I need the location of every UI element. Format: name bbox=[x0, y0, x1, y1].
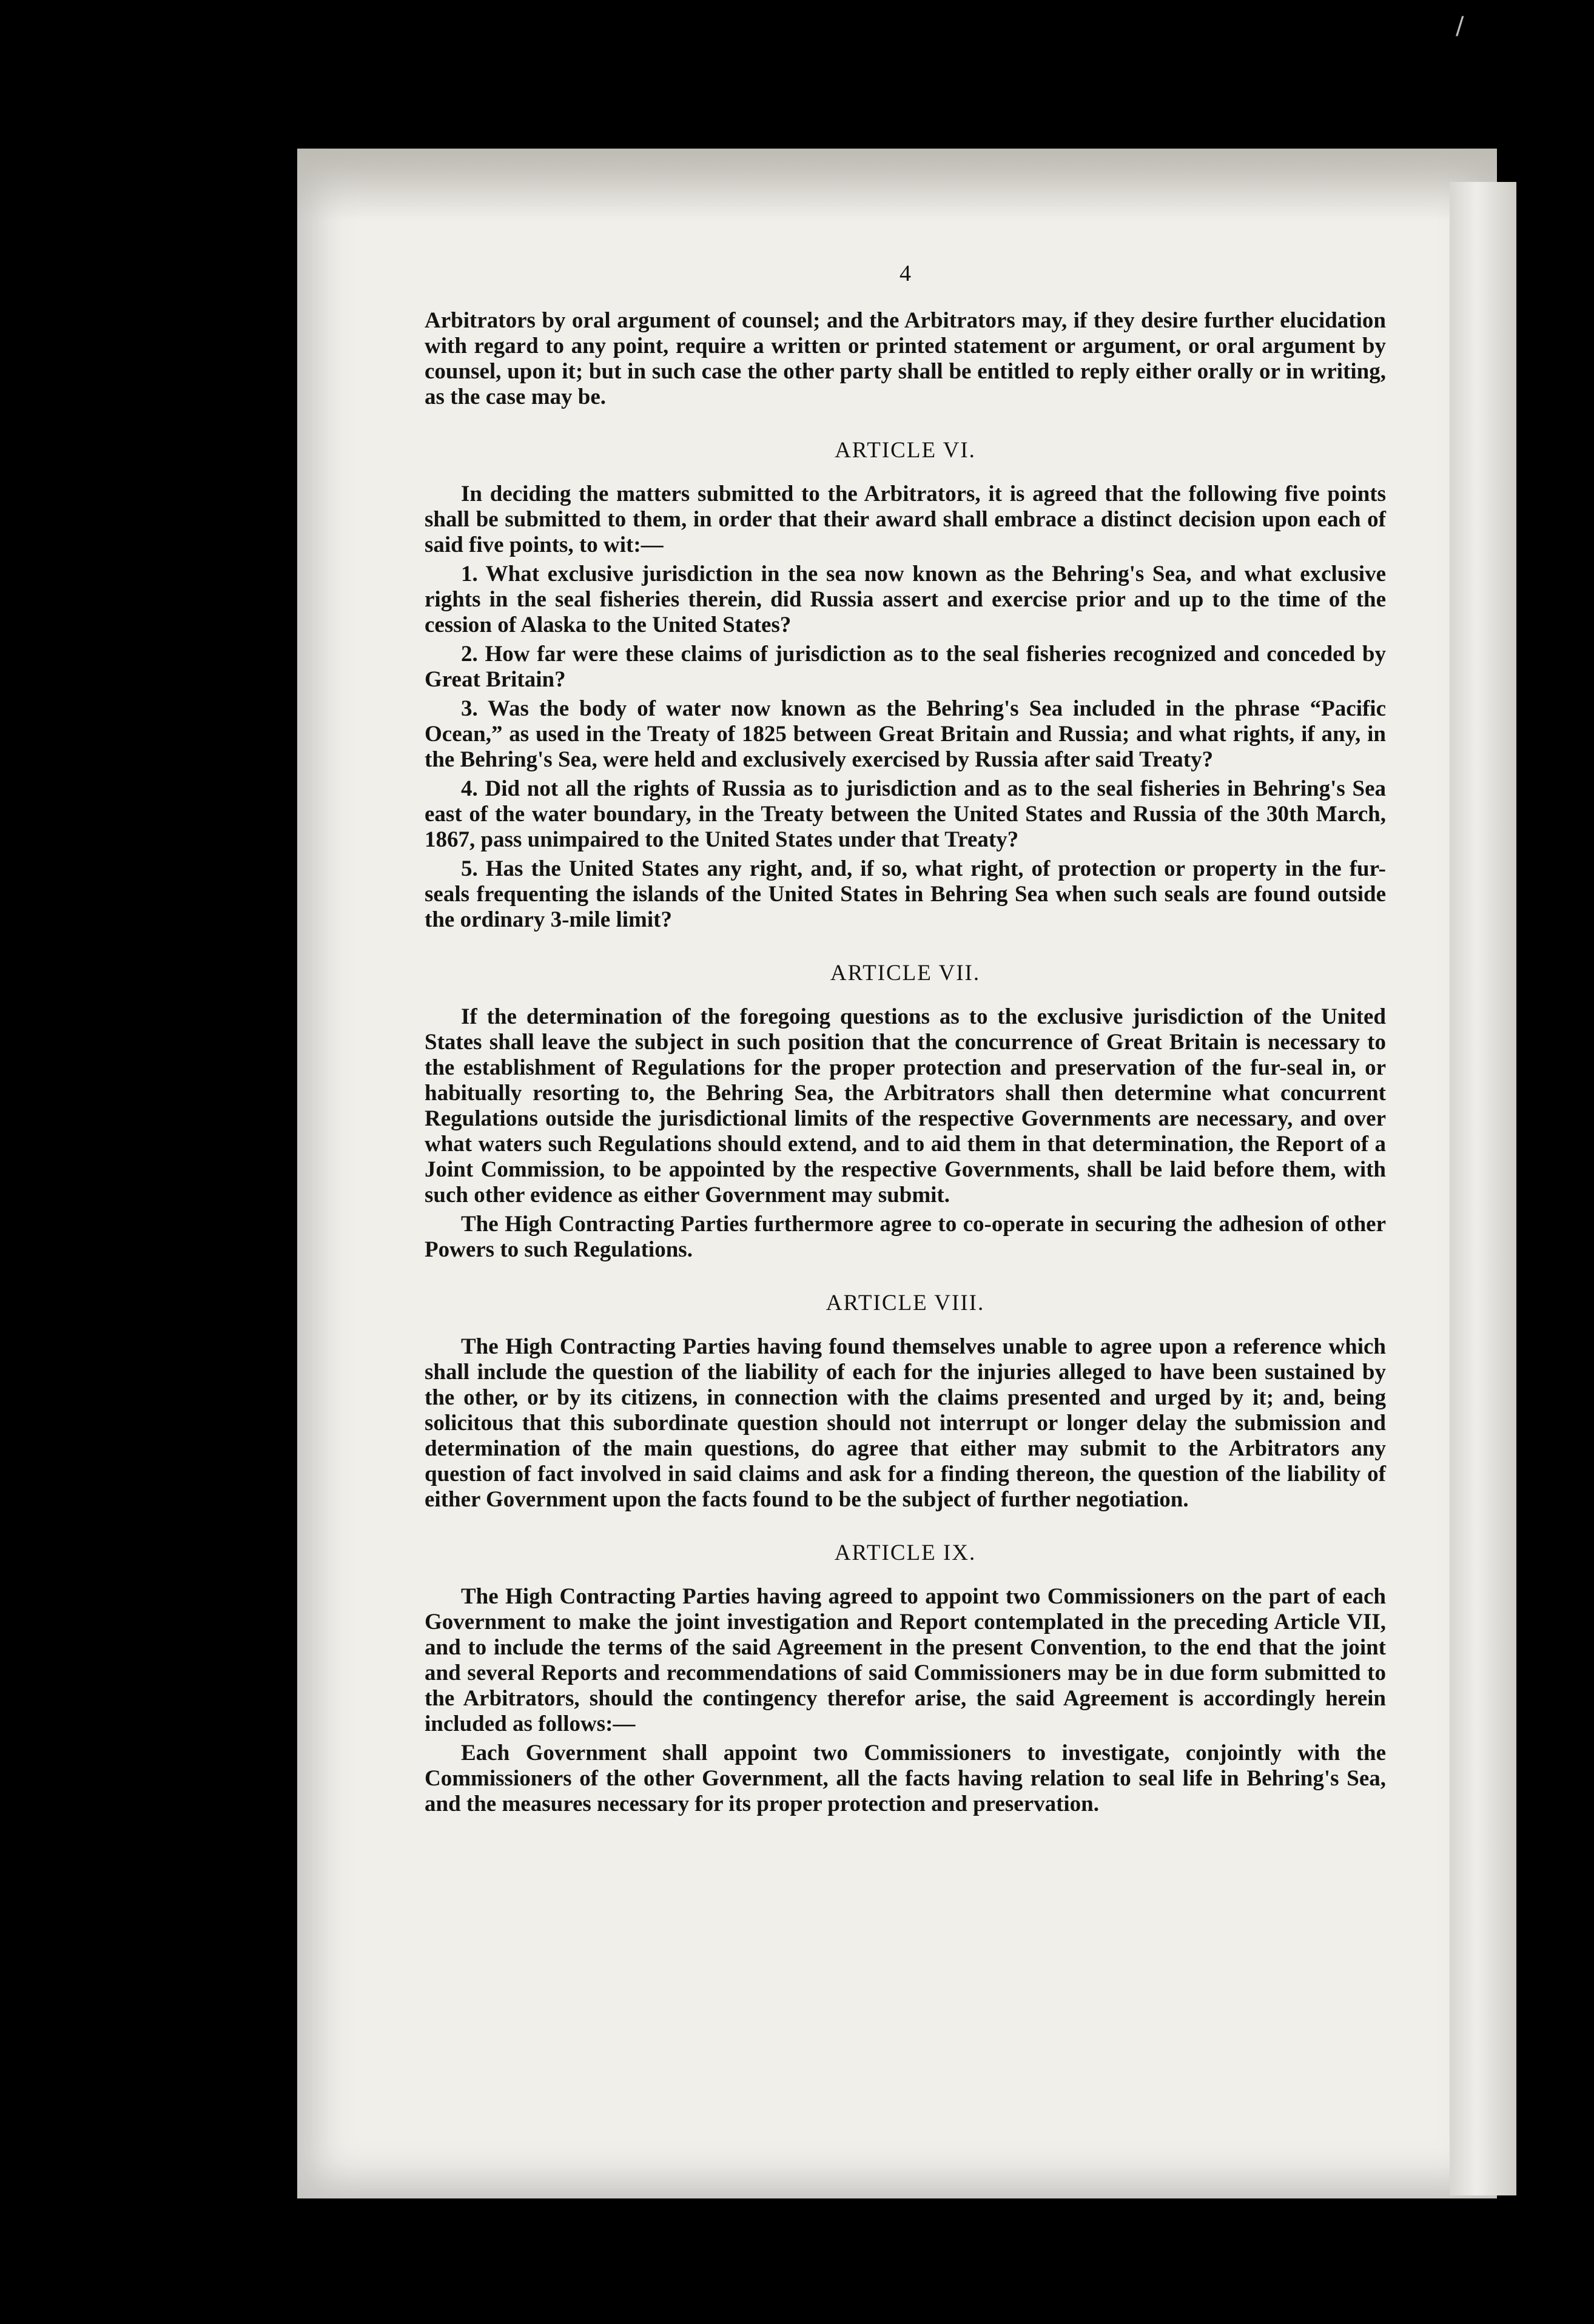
page-right-edge bbox=[1450, 182, 1516, 2195]
page-content bbox=[425, 261, 1386, 1821]
article-6-intro: In deciding the matters submitted to the Arbitrators, it is agreed that the following five points shall be submitted to them, in order that their award shall embrace a distinct decision upon each of said five points, to wit:— bbox=[425, 482, 1386, 557]
page-top-shadow bbox=[297, 149, 1497, 221]
article-8-paragraph: The High Contracting Parties having found themselves unable to agree upon a reference which shall include the question of the liability of each for the injuries alleged to have been sustained by the other, or by its citizens, in connection with the claims presented and urged by it; and, being solicitous that this subordinate question should not interrupt or longer delay the submission and determination of the main questions, do agree that either may submit to the Arbitrators any question of fact involved in said claims and ask for a finding thereon, the question of the liability of either Government upon the facts found to be the subject of further negotiation. bbox=[425, 1334, 1386, 1512]
article-9-heading: ARTICLE IX. bbox=[834, 1540, 977, 1565]
article-9-paragraph: The High Contracting Parties having agreed to appoint two Commissioners on the part of each Government to make the joint investigation and Report contemplated in the preceding Article VII, and to include the terms of the said Agreement in the present Convention, to the end that the joint and several Reports and recommendations of said Commissioners may be in due form submitted to the Arbitrators, should the contingency therefor arise, the said Agreement is accordingly herein included as follows:— bbox=[425, 1584, 1386, 1736]
article-8-heading: ARTICLE VIII. bbox=[826, 1291, 985, 1315]
article-6-heading: ARTICLE VI. bbox=[835, 438, 976, 463]
article-6-point: 3. Was the body of water now known as the Behring's Sea included in the phrase “Pacific Ocean,” as used in the Treaty of 1825 between Great Britain and Russia; and what rights, if any, in the Behring's Sea, were held and exclusively exercised by Russia after said Treaty? bbox=[425, 696, 1386, 772]
frame-mark: / bbox=[1456, 12, 1464, 40]
article-7-paragraph: If the determination of the foregoing questions as to the exclusive jurisdiction of the United States shall leave the subject in such position that the concurrence of Great Britain is necessary to the establishment of Regulations for the proper protection and preservation of the fur-seal in, or habitually resorting to, the Behring Sea, the Arbitrators shall then determine what concurrent Regulations outside the jurisdictional limits of the respective Governments are necessary, and over what waters such Regulations should extend, and to aid them in that determination, the Report of a Joint Commission, to be appointed by the respective Governments, shall be laid before them, with such other evidence as either Government may submit. bbox=[425, 1004, 1386, 1207]
article-6-point: 1. What exclusive jurisdiction in the sea now known as the Behring's Sea, and what exclusive rights in the seal fisheries therein, did Russia assert and exercise prior and up to the time of the cession of Alaska to the United States? bbox=[425, 562, 1386, 637]
article-6-point: 5. Has the United States any right, and, if so, what right, of protection or property in the fur-seals frequenting the islands of the United States in Behring Sea when such seals are found outside the ordinary 3-mile limit? bbox=[425, 856, 1386, 932]
article-6-point: 4. Did not all the rights of Russia as to jurisdiction and as to the seal fisheries in Behring's Sea east of the water boundary, in the Treaty between the United States and Russia of the 30th March, 1867, pass unimpaired to the United States under that Treaty? bbox=[425, 776, 1386, 852]
article-7-paragraph: The High Contracting Parties furthermore agree to co-operate in securing the adhesion of other Powers to such Regulations. bbox=[425, 1212, 1386, 1262]
opening-paragraph: Arbitrators by oral argument of counsel; and the Arbitrators may, if they desire further elucidation with regard to any point, require a written or printed statement or argument, or oral argument by counsel, upon it; but in such case the other party shall be entitled to reply either orally or in writing, as the case may be. bbox=[425, 308, 1386, 409]
article-9-paragraph: Each Government shall appoint two Commissioners to investigate, conjointly with the Commissioners of the other Government, all the facts having relation to seal life in Behring's Sea, and the measures necessary for its proper protection and preservation. bbox=[425, 1741, 1386, 1816]
article-7-heading: ARTICLE VII. bbox=[830, 961, 981, 986]
article-6-point: 2. How far were these claims of jurisdiction as to the seal fisheries recognized and conceded by Great Britain? bbox=[425, 642, 1386, 692]
page-number: 4 bbox=[900, 261, 911, 286]
